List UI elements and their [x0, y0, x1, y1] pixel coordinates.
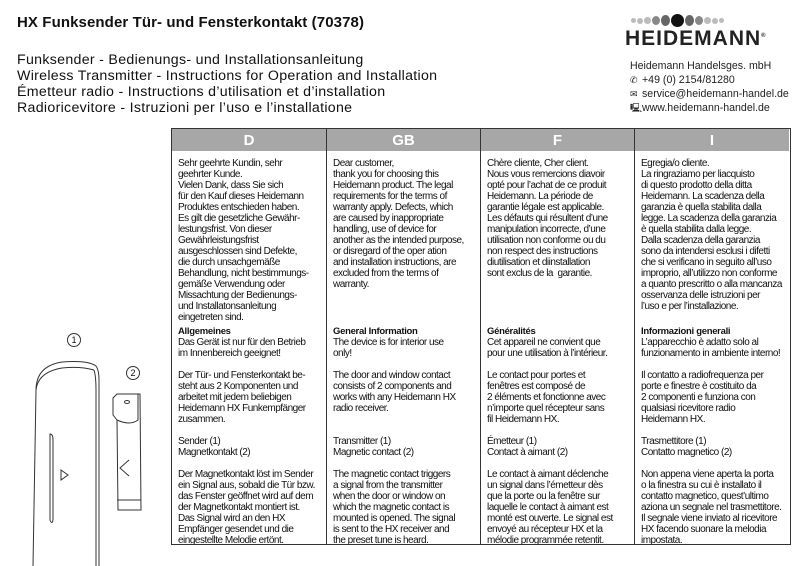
logo-brand: HEIDEMANN — [625, 27, 762, 50]
logo-dots-icon — [631, 14, 800, 27]
section-body: L’apparecchio è adatto solo al funzionamento in ambiente interno! Il contatto a radiofrequenza per porte e finestre è costituito da 2 componenti e funziona con qualsiasi ricevitore radio Heidemann HX. Trasmettitore (1) Contatto magnetico (2) Non appena viene aperta la porta o la finestra su cui è installato il contatto magnetico, quest’ultimo aziona un segnale nel trasmettitore. Il segnale viene inviato al ricevitore HX facendo suonare la melodia impostata. — [641, 337, 782, 544]
language-table — [171, 128, 791, 545]
callout-2: 2 — [126, 366, 140, 380]
device-illustration — [0, 350, 170, 566]
section-heading: General Information — [333, 326, 418, 337]
column-gb — [327, 151, 481, 544]
website[interactable]: www.heidemann-handel.de — [642, 102, 770, 114]
section-heading: Allgemeines — [178, 326, 231, 337]
section-heading: Informazioni generali — [641, 326, 731, 337]
warranty-text: Dear customer, thank you for choosing this Heidemann product. The legal requirements for the terms of warranty apply. Defects, which are caused by inappropriate handling, use of device for another as the intended purpose, or disregard of the oper ation and installation instructions, are excluded from the terms of warranty. — [333, 158, 464, 290]
subtitle-it: Radioricevitore - Istruzioni per l’uso e l’installatione — [17, 100, 353, 116]
section-heading: Généralités — [487, 326, 536, 337]
column-header-d: D — [172, 129, 327, 151]
warranty-text: Egregia/o cliente. La ringraziamo per liacquisto di questo prodotto della ditta Heidemann. La scadenza della garanzia è quella stabilita dalla legge. La scadenza della garanzia è quella stabilita dalla legge. Dalla scadenza della garanzia sono da intendersi esclusi i difetti che si verificano in seguito all’uso improprio, all’utilizzo non conforme a quanto prescritto o alla mancanza osservanza delle istruzioni per l’uso e per l’installazione. — [641, 158, 782, 312]
company-name: Heidemann Handelsges. mbH — [630, 60, 772, 72]
section-body: The device is for interior use only! The door and window contact consists of 2 components and works with any Heidemann HX radio receiver. Transmitter (1) Magnetic contact (2) The magnetic contact triggers a signal from the transmitter when the door or window on which the magnetic contact is mounted is opened. The signal is sent to the HX receiver and the preset tune is heard. — [333, 337, 456, 544]
callout-1: 1 — [67, 333, 81, 347]
web-icon: 🖳 — [630, 103, 643, 113]
warranty-text: Sehr geehrte Kundin, sehr geehrter Kunde. Vielen Dank, dass Sie sich für den Kauf dieses Heidemann Produktes entschieden haben. Es gilt die gesetzliche Gewähr- lestungsfrist. Von dieser Gewährleistungsfrist ausgeschlossen sind Defekte, die durch unsachgemäße Behandlung, nicht bestimmungs- gemäße Verwendung oder Missachtung der Bedienungs- und Installatonsanleitung eingetreten sind. — [178, 158, 309, 323]
contact-block — [630, 59, 789, 115]
transmitter-drawing — [33, 362, 99, 566]
column-header-f: F — [481, 129, 635, 151]
column-i — [635, 151, 789, 544]
section-body: Cet appareil ne convient que pour une utilisation à l’intérieur. Le contact pour portes et fenêtres est composé de 2 éléments et fonctionne avec n’importe quel récepteur sans fil Heidemann HX. Émetteur (1) Contact à aimant (2) Le contact à aimant déclenche un signal dans l’émetteur dès que la porte ou la fenêtre sur laquelle le contact à aimant est monté est ouverte. Le signal est envoyé au récepteur HX et la mélodie programmée retentit. — [487, 337, 613, 544]
email-address[interactable]: service@heidemann-handel.de — [642, 88, 789, 100]
subtitle-fr: Émetteur radio - Instructions d’utilisation et d’installation — [17, 84, 386, 100]
heidemann-logo — [625, 14, 800, 51]
email-icon: ✉ — [630, 89, 638, 99]
subtitle-de: Funksender - Bedienungs- und Installationsanleitung — [17, 52, 364, 68]
phone-number: +49 (0) 2154/81280 — [642, 74, 735, 86]
section-body: Das Gerät ist nur für den Betrieb im Innenbereich geeignet! Der Tür- und Fensterkontakt be- steht aus 2 Komponenten und arbeitet mit jedem beliebigen Heidemann HX Funkempfänger zusammen. Sender (1) Magnetkontakt (2) Der Magnetkontakt löst im Sender ein Signal aus, sobald die Tür bzw. das Fenster geöffnet wird auf dem der Magnetkontakt montiert ist. Das Signal wird an den HX Empfänger gesendet und die eingestellte Melodie ertönt. — [178, 337, 315, 544]
column-header-i: I — [635, 129, 789, 151]
column-d — [172, 151, 327, 544]
magnet-drawing — [113, 394, 141, 510]
subtitle-list — [17, 52, 437, 116]
subtitle-en: Wireless Transmitter - Instructions for Operation and Installation — [17, 68, 438, 84]
registered-mark: ® — [761, 33, 767, 39]
column-header-gb: GB — [327, 129, 481, 151]
document-title: HX Funksender Tür- und Fensterkontakt (70378) — [17, 14, 365, 31]
phone-icon: ✆ — [630, 75, 638, 85]
column-f — [481, 151, 635, 544]
warranty-text: Chère cliente, Cher client. Nous vous remercions diavoir opté pour l’achat de ce produit Heidemann. La période de garantie légale est applicable. Les défauts qui résultent d’une manipulation incorrecte, d’une utilisation non conforme ou du non respect des instructions diutilisation et diinstallation sont exclus de la garantie. — [487, 158, 608, 279]
